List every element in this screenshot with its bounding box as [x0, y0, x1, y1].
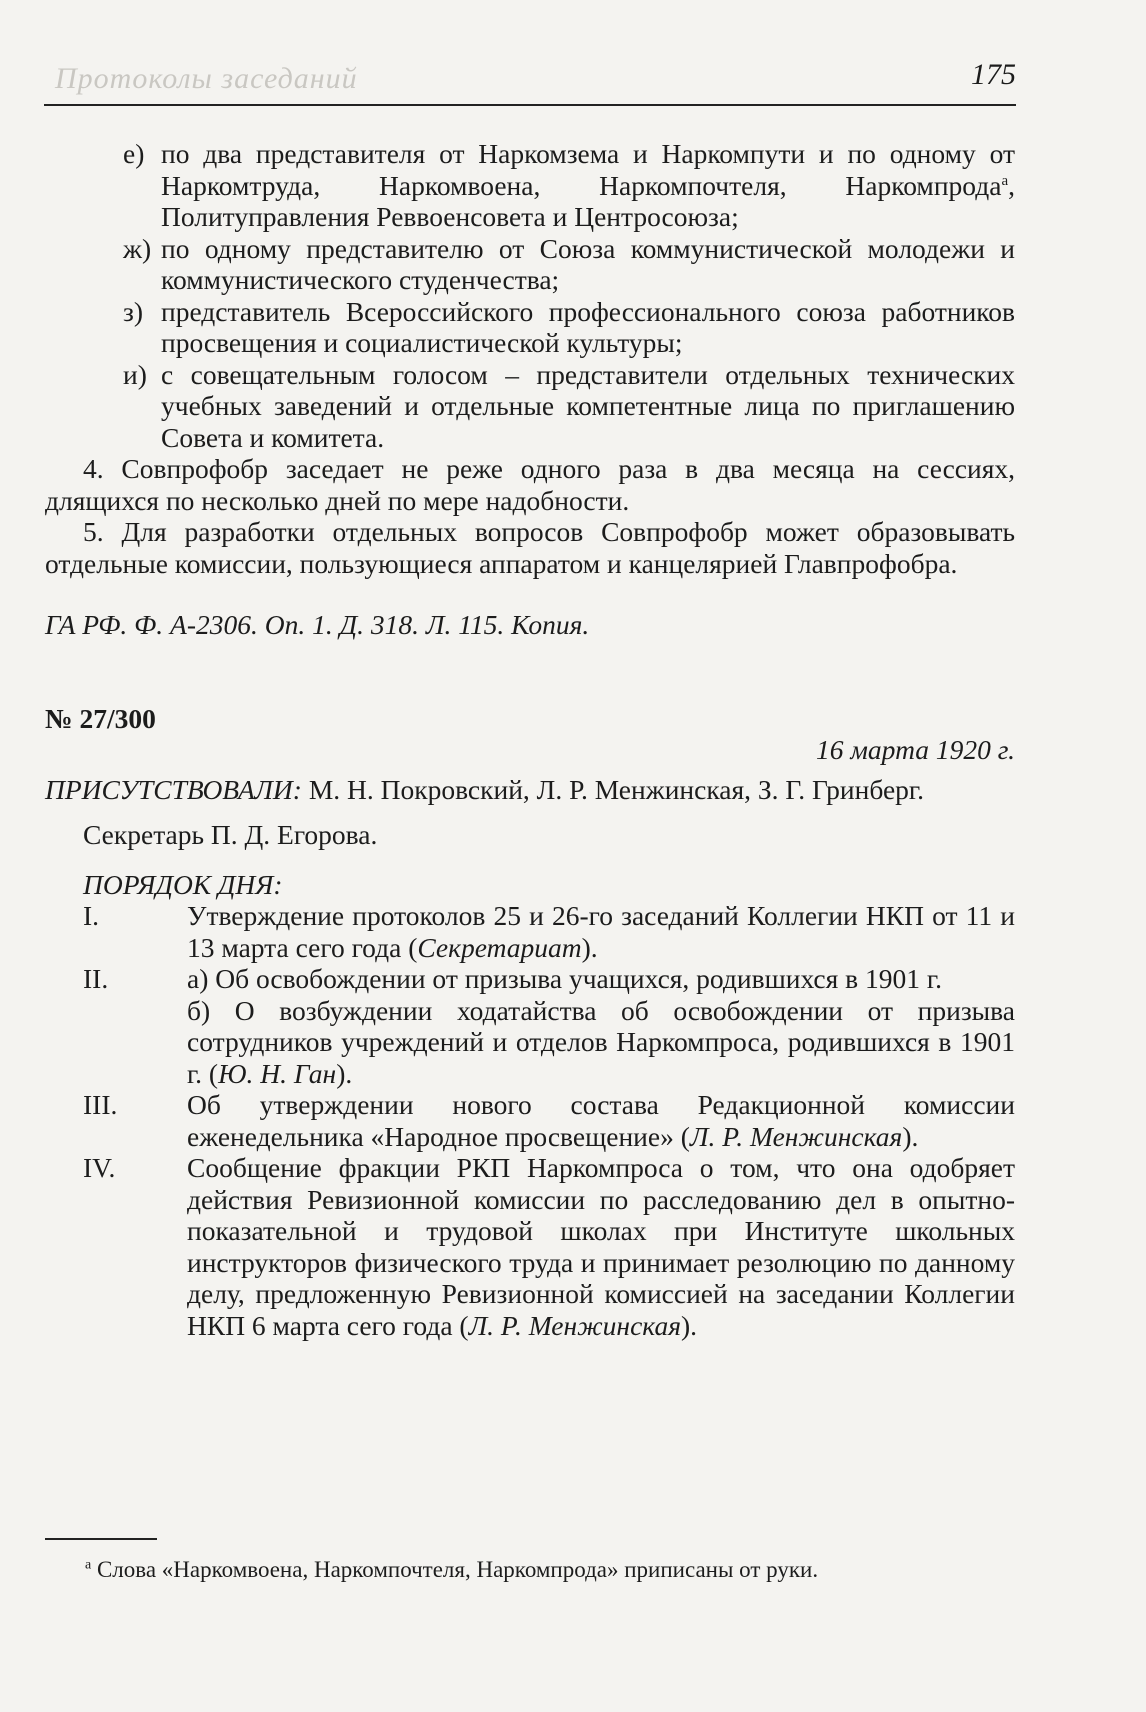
list-marker: и)	[123, 358, 147, 390]
attendees-label: ПРИСУТСТВОВАЛИ:	[45, 773, 302, 805]
attendees	[45, 774, 1015, 806]
agenda-number: III.	[83, 1089, 118, 1120]
running-head-ghost: Протоколы заседаний	[55, 62, 358, 95]
agenda-item-1	[45, 900, 1015, 963]
document-number: № 27/300	[45, 702, 156, 734]
list-item-text: по два представителя от Наркомзема и Наркомпути и по одному от Наркомтруда, Наркомвоена, Наркомпочтеля, Наркомпрода$^а$, Политуправления Реввоенсовета и Центросоюза;	[161, 138, 1015, 232]
agenda-number: II.	[83, 963, 109, 994]
paragraph-5: 5. Для разработки отдельных вопросов Совпрофобр может образовывать отдельные комиссии, пользующиеся аппаратом и канцелярией Главпрофобра.	[45, 516, 1015, 579]
attendees-names: М. Н. Покровский, Л. Р. Менжинская, З. Г. Гринберг.	[301, 773, 924, 805]
header-rule	[44, 104, 1016, 106]
footnote-text: Слова «Наркомвоена, Наркомпочтеля, Наркомпрода» приписаны от руки.	[91, 1557, 819, 1582]
paragraph-4: 4. Совпрофобр заседает не реже одного раза в два месяца на сессиях, длящихся по несколько дней по мере надобности.	[45, 453, 1015, 516]
list-item-i	[123, 359, 1015, 454]
agenda-item-3	[45, 1089, 1015, 1152]
list-marker: ж)	[123, 232, 152, 264]
list-marker: з)	[123, 295, 144, 327]
secretary: Секретарь П. Д. Егорова.	[83, 819, 378, 850]
document-date: 16 марта 1920 г.	[816, 734, 1015, 765]
footnote-rule	[45, 1538, 157, 1540]
agenda-text: б) О возбуждении ходатайства об освобождении от призыва сотрудников учреждений и отделов Наркомпроса, родившихся в 1901 г. (Ю. Н. Ган).	[187, 994, 1015, 1089]
agenda-text: а) Об освобождении от призыва учащихся, родившихся в 1901 г.	[187, 963, 942, 994]
list-item-text: с совещательным голосом – представители отдельных технических учебных заведений и отдельные компетентные лица по приглашению Совета и комитета.	[161, 358, 1015, 453]
agenda-number: IV.	[83, 1152, 116, 1183]
list-item-text: представитель Всероссийского профессионального союза работников просвещения и социалистической культуры;	[161, 295, 1015, 358]
agenda-text: Об утверждении нового состава Редакционной комиссии еженедельника «Народное просвещение» (Л. Р. Менжинская).	[187, 1089, 1015, 1152]
footnote	[85, 1557, 818, 1583]
agenda-heading: ПОРЯДОК ДНЯ:	[83, 868, 283, 900]
agenda-text: Утверждение протоколов 25 и 26-го заседаний Коллегии НКП от 11 и 13 марта сего года (Секретариат).	[187, 900, 1015, 963]
footnote-ref: а	[1001, 172, 1009, 189]
archive-source: ГА РФ. Ф. А-2306. Оп. 1. Д. 318. Л. 115. Копия.	[45, 609, 590, 640]
agenda-item-2a	[45, 963, 1015, 995]
list-item-z	[123, 296, 1015, 359]
agenda-item-2b	[45, 995, 1015, 1090]
footnote-mark: а	[85, 1557, 92, 1573]
list-item-text: по одному представителю от Союза коммунистической молодежи и коммунистического студенчества;	[161, 232, 1015, 295]
body-text	[45, 138, 1015, 1341]
list-item-e	[123, 138, 1015, 233]
list-marker: е)	[123, 138, 145, 169]
page-number: 175	[971, 58, 1016, 91]
agenda-text: Сообщение фракции РКП Наркомпроса о том, что она одобряет действия Ревизионной комиссии по расследованию дел в опытно-показательной и трудовой школах при Институте школьных инструкторов физического труда и принимает резолюцию по данному делу, предложенную Ревизионной комиссией на заседании Коллегии НКП 6 марта сего года (Л. Р. Менжинская).	[187, 1152, 1015, 1341]
list-item-zh	[123, 233, 1015, 296]
agenda-item-4	[45, 1152, 1015, 1341]
agenda-number: I.	[83, 900, 100, 931]
